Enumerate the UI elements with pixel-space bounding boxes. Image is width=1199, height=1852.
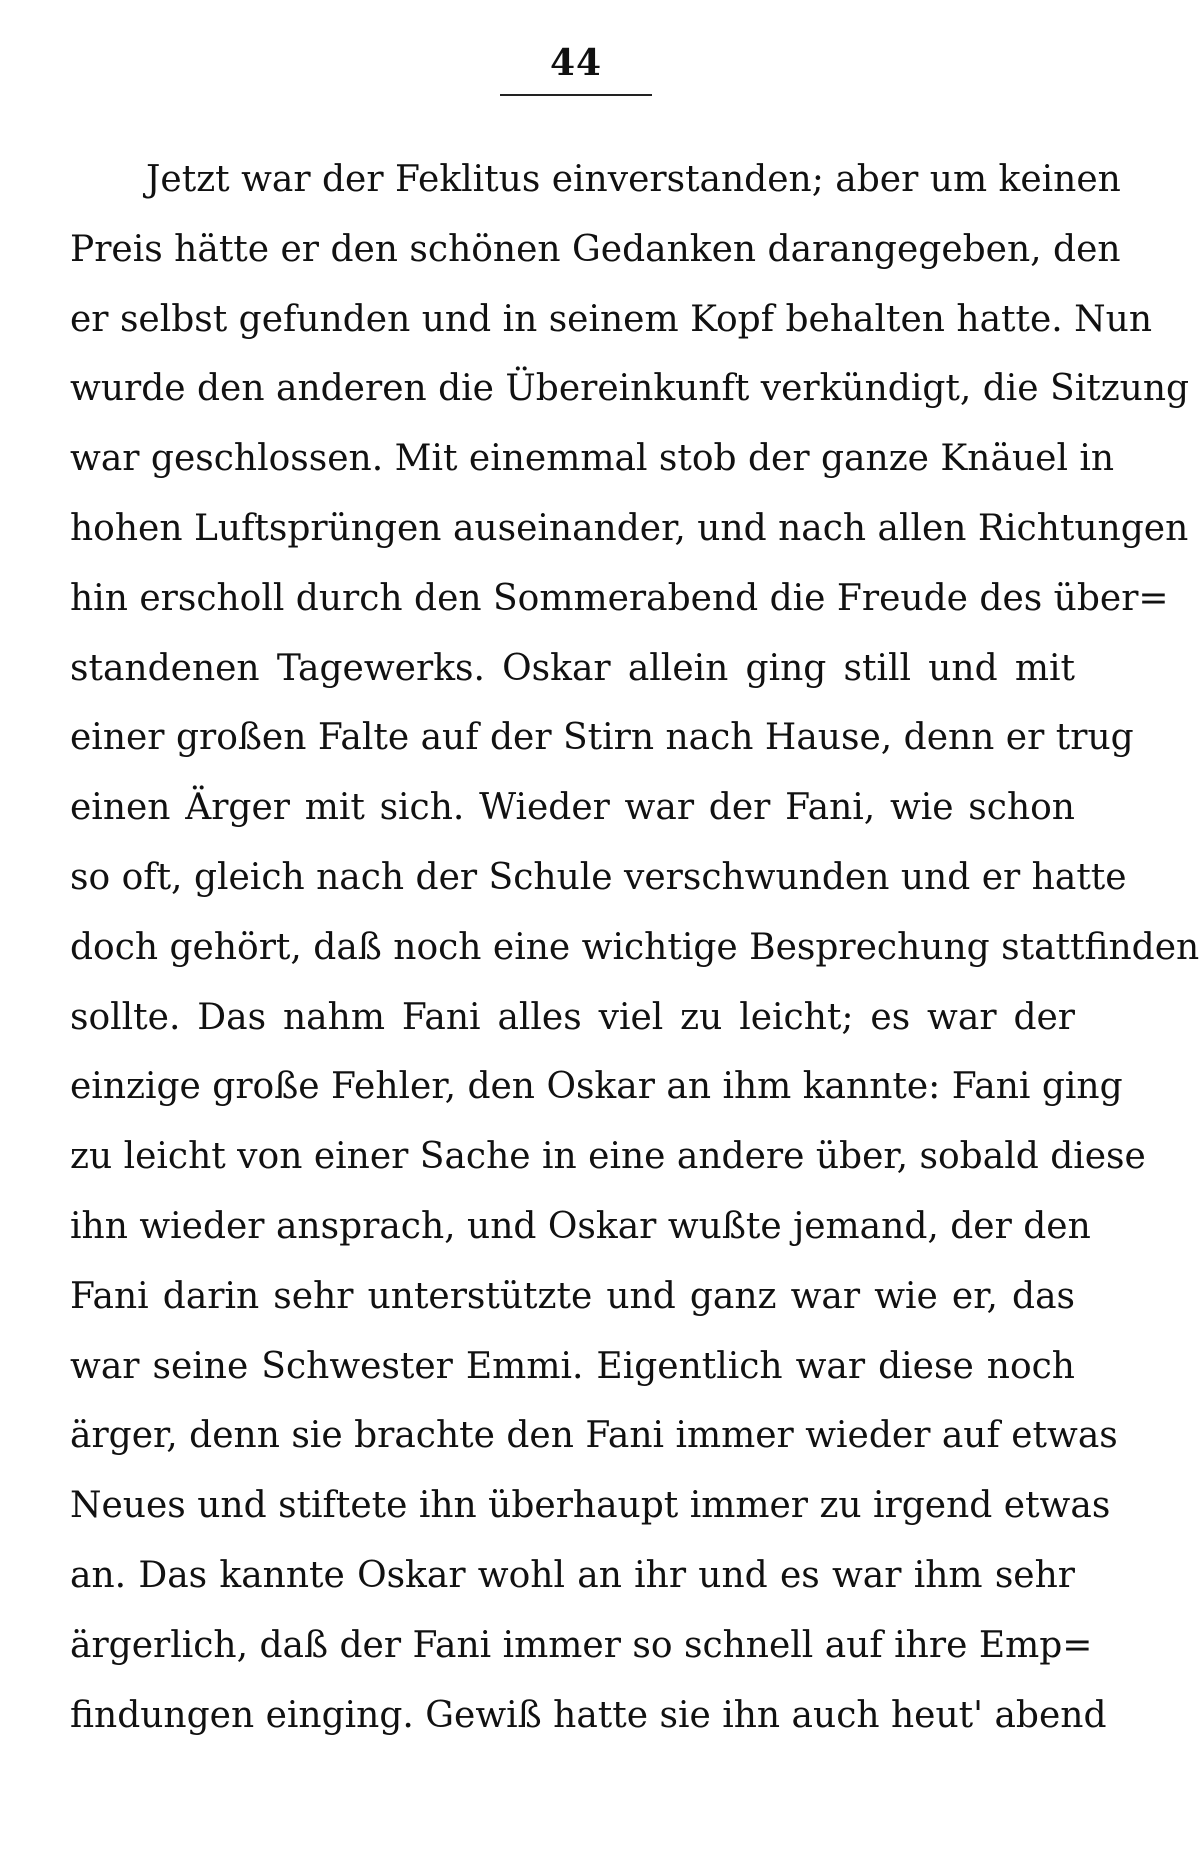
text-line: einen Ärger mit sich. Wieder war der Fani, wie schon (70, 787, 1075, 829)
text-line: an. Das kannte Oskar wohl an ihr und es war ihm sehr (70, 1554, 1075, 1596)
text-line: wurde den anderen die Übereinkunft verkündigt, die Sitzung (70, 368, 1190, 410)
text-line: standenen Tagewerks. Oskar allein ging still und mit (70, 647, 1075, 689)
text-line: einer großen Falte auf der Stirn nach Hause, denn er trug (70, 717, 1134, 759)
text-line: sollte. Das nahm Fani alles viel zu leicht; es war der (70, 996, 1075, 1038)
page-number-rule (500, 94, 652, 96)
text-line: Jetzt war der Feklitus einverstanden; aber um keinen (146, 159, 1121, 200)
text-line: er selbst gefunden und in seinem Kopf behalten hatte. Nun (70, 298, 1153, 340)
text-line: Neues und stiftete ihn überhaupt immer zu irgend etwas (70, 1485, 1111, 1527)
text-line: einzige große Fehler, den Oskar an ihm kannte: Fani ging (70, 1066, 1123, 1108)
body-text (70, 145, 1199, 1750)
text-line: ärger, denn sie brachte den Fani immer wieder auf etwas (70, 1415, 1118, 1457)
text-line: hin erscholl durch den Sommerabend die Freude des über= (70, 577, 1169, 619)
page-number: 44 (549, 42, 603, 84)
text-line: Preis hätte er den schönen Gedanken darangegeben, den (70, 228, 1121, 270)
text-line: doch gehört, daß noch eine wichtige Besprechung stattfinden (70, 926, 1199, 968)
text-line: findungen einging. Gewiß hatte sie ihn auch heut' abend (70, 1694, 1107, 1736)
text-line: hohen Luftsprüngen auseinander, und nach allen Richtungen (70, 507, 1189, 549)
text-line: zu leicht von einer Sache in eine andere über, sobald diese (70, 1136, 1146, 1178)
text-line: Fani darin sehr unterstützte und ganz war wie er, das (70, 1275, 1075, 1317)
text-line: war seine Schwester Emmi. Eigentlich war diese noch (70, 1345, 1075, 1387)
text-line: ihn wieder ansprach, und Oskar wußte jemand, der den (70, 1205, 1091, 1247)
text-line: ärgerlich, daß der Fani immer so schnell auf ihre Emp= (70, 1624, 1093, 1666)
text-line: so oft, gleich nach der Schule verschwunden und er hatte (70, 856, 1127, 898)
text-line: war geschlossen. Mit einemmal stob der ganze Knäuel in (70, 438, 1115, 480)
